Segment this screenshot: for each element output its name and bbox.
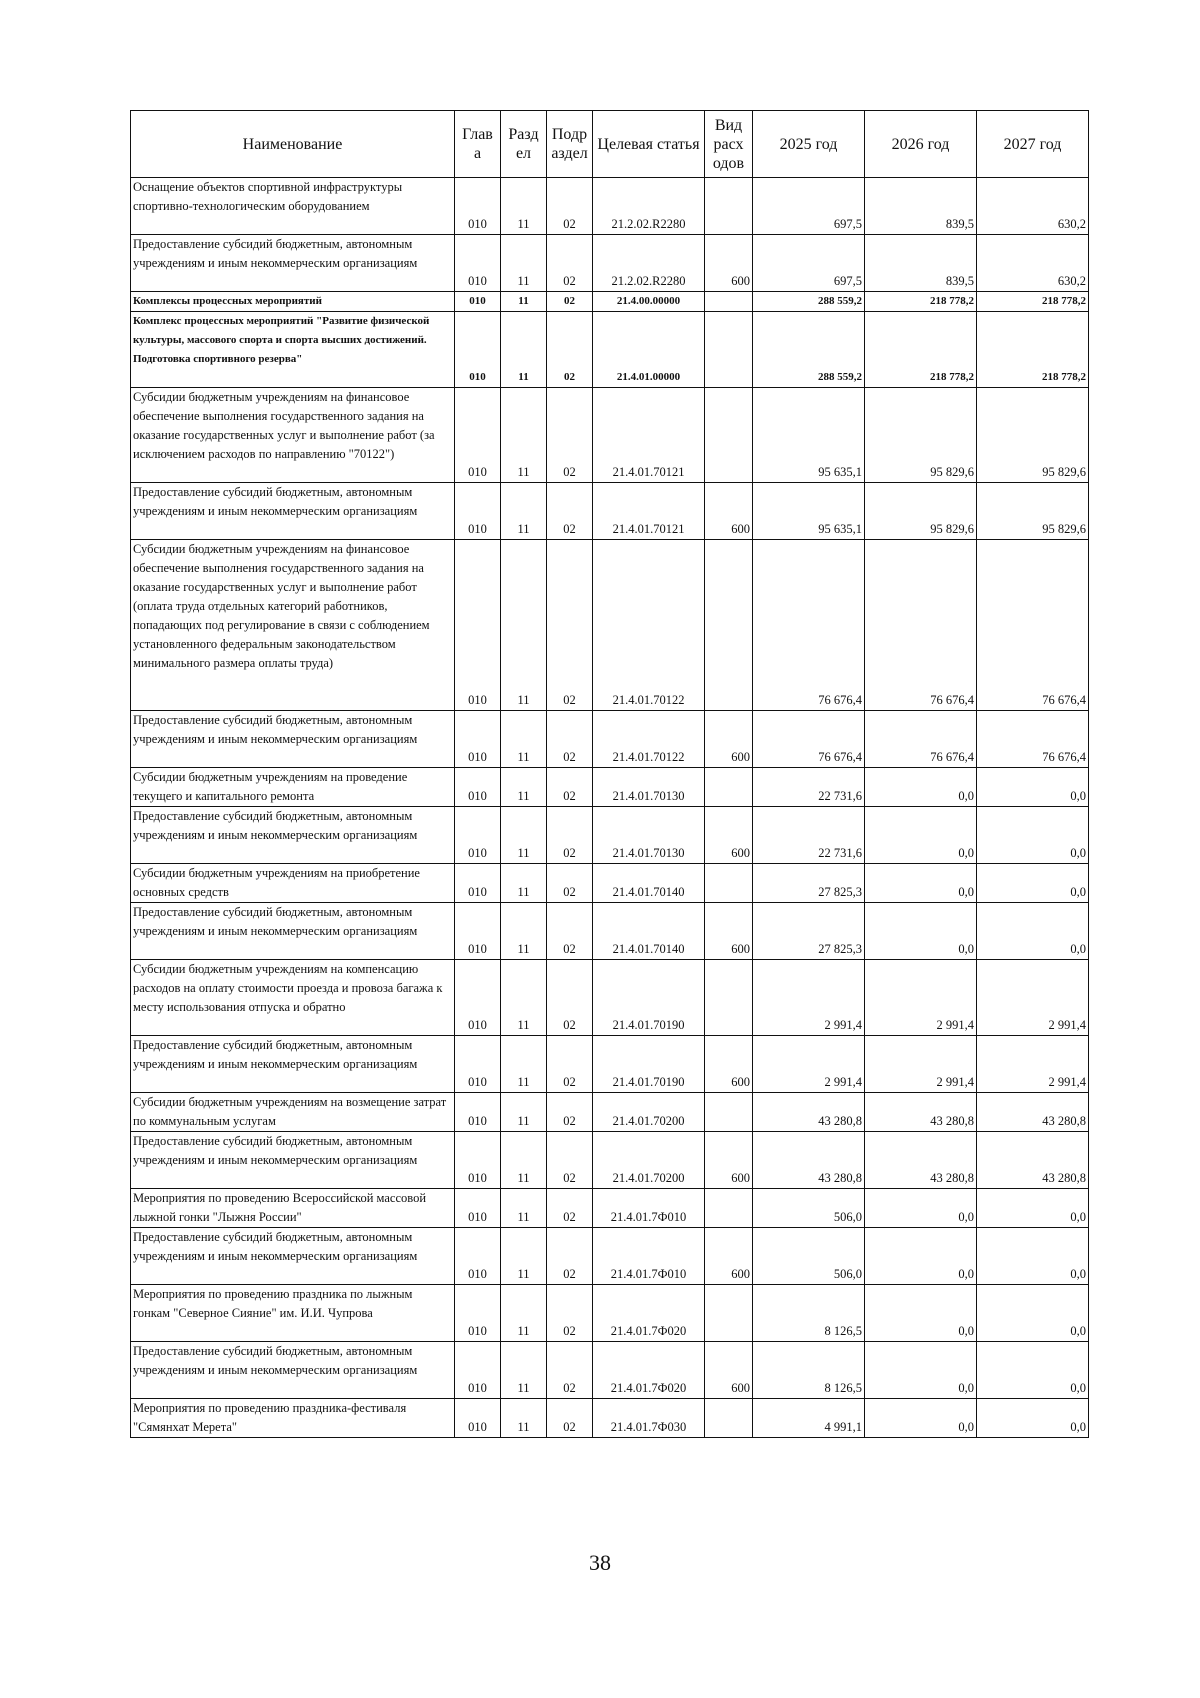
cell-razdel: 11 [501, 178, 547, 235]
cell-target: 21.4.01.70140 [593, 903, 705, 960]
page-number: 38 [589, 1550, 611, 1575]
cell-vid [705, 540, 753, 711]
header-2027: 2027 год [977, 111, 1089, 178]
cell-razdel: 11 [501, 1399, 547, 1438]
cell-podrazdel: 02 [547, 903, 593, 960]
table-row [131, 1093, 1089, 1132]
cell-glava: 010 [455, 292, 501, 312]
cell-name: Предоставление субсидий бюджетным, автономным учреждениям и иным некоммерческим организациям [131, 711, 455, 768]
cell-name: Субсидии бюджетным учреждениям на проведение текущего и капитального ремонта [131, 768, 455, 807]
cell-vid [705, 1285, 753, 1342]
table-row [131, 960, 1089, 1036]
cell-razdel: 11 [501, 1093, 547, 1132]
cell-2025: 2 991,4 [753, 1036, 865, 1093]
cell-vid: 600 [705, 1036, 753, 1093]
cell-2027: 0,0 [977, 768, 1089, 807]
cell-vid [705, 1189, 753, 1228]
table-row [131, 292, 1089, 312]
table-row [131, 903, 1089, 960]
cell-name: Комплекс процессных мероприятий "Развитие физической культуры, массового спорта и спорта высших достижений. Подготовка спортивного резерва" [131, 312, 455, 388]
cell-target: 21.4.01.70140 [593, 864, 705, 903]
cell-glava: 010 [455, 178, 501, 235]
cell-glava: 010 [455, 768, 501, 807]
cell-2026: 218 778,2 [865, 312, 977, 388]
header-name: Наименование [131, 111, 455, 178]
cell-2027: 0,0 [977, 807, 1089, 864]
cell-razdel: 11 [501, 1285, 547, 1342]
cell-2025: 2 991,4 [753, 960, 865, 1036]
cell-name: Предоставление субсидий бюджетным, автономным учреждениям и иным некоммерческим организациям [131, 807, 455, 864]
cell-2026: 0,0 [865, 1399, 977, 1438]
budget-table [130, 110, 1089, 1438]
cell-razdel: 11 [501, 1189, 547, 1228]
cell-glava: 010 [455, 1093, 501, 1132]
cell-name: Предоставление субсидий бюджетным, автономным учреждениям и иным некоммерческим организациям [131, 483, 455, 540]
cell-vid: 600 [705, 1132, 753, 1189]
cell-2026: 2 991,4 [865, 960, 977, 1036]
cell-2027: 0,0 [977, 1228, 1089, 1285]
cell-target: 21.4.01.70200 [593, 1093, 705, 1132]
header-razdel: Разд ел [501, 111, 547, 178]
cell-razdel: 11 [501, 864, 547, 903]
cell-glava: 010 [455, 1342, 501, 1399]
cell-2026: 43 280,8 [865, 1132, 977, 1189]
cell-podrazdel: 02 [547, 768, 593, 807]
cell-2026: 95 829,6 [865, 388, 977, 483]
cell-2025: 95 635,1 [753, 388, 865, 483]
cell-2027: 0,0 [977, 1189, 1089, 1228]
table-row [131, 768, 1089, 807]
cell-podrazdel: 02 [547, 178, 593, 235]
cell-razdel: 11 [501, 483, 547, 540]
cell-2027: 95 829,6 [977, 483, 1089, 540]
cell-vid [705, 292, 753, 312]
cell-2026: 0,0 [865, 1342, 977, 1399]
cell-podrazdel: 02 [547, 1285, 593, 1342]
cell-razdel: 11 [501, 960, 547, 1036]
cell-target: 21.4.01.7Ф020 [593, 1342, 705, 1399]
cell-target: 21.4.00.00000 [593, 292, 705, 312]
cell-glava: 010 [455, 540, 501, 711]
cell-glava: 010 [455, 711, 501, 768]
cell-2026: 2 991,4 [865, 1036, 977, 1093]
cell-glava: 010 [455, 1228, 501, 1285]
cell-razdel: 11 [501, 807, 547, 864]
cell-razdel: 11 [501, 1342, 547, 1399]
cell-2025: 43 280,8 [753, 1132, 865, 1189]
header-2025: 2025 год [753, 111, 865, 178]
table-row [131, 483, 1089, 540]
cell-vid [705, 178, 753, 235]
cell-vid [705, 388, 753, 483]
cell-razdel: 11 [501, 292, 547, 312]
header-glava: Глав а [455, 111, 501, 178]
header-target: Целевая статья [593, 111, 705, 178]
cell-razdel: 11 [501, 312, 547, 388]
cell-name: Мероприятия по проведению Всероссийской массовой лыжной гонки "Лыжня России" [131, 1189, 455, 1228]
cell-name: Оснащение объектов спортивной инфраструктуры спортивно-технологическим оборудованием [131, 178, 455, 235]
cell-name: Субсидии бюджетным учреждениям на финансовое обеспечение выполнения государственного задания на оказание государственных услуг и выполнение работ (за исключением расходов по направлению "70122") [131, 388, 455, 483]
cell-2027: 630,2 [977, 235, 1089, 292]
cell-target: 21.4.01.70121 [593, 388, 705, 483]
cell-podrazdel: 02 [547, 312, 593, 388]
cell-target: 21.4.01.70121 [593, 483, 705, 540]
cell-name: Субсидии бюджетным учреждениям на компенсацию расходов на оплату стоимости проезда и провоза багажа к месту использования отпуска и обратно [131, 960, 455, 1036]
cell-2027: 76 676,4 [977, 711, 1089, 768]
cell-2027: 218 778,2 [977, 312, 1089, 388]
cell-podrazdel: 02 [547, 1132, 593, 1189]
cell-glava: 010 [455, 960, 501, 1036]
cell-2027: 630,2 [977, 178, 1089, 235]
cell-name: Предоставление субсидий бюджетным, автономным учреждениям и иным некоммерческим организациям [131, 1228, 455, 1285]
cell-2027: 43 280,8 [977, 1132, 1089, 1189]
cell-name: Субсидии бюджетным учреждениям на возмещение затрат по коммунальным услугам [131, 1093, 455, 1132]
cell-podrazdel: 02 [547, 483, 593, 540]
table-row [131, 1189, 1089, 1228]
cell-2025: 4 991,1 [753, 1399, 865, 1438]
cell-2026: 0,0 [865, 1189, 977, 1228]
cell-podrazdel: 02 [547, 807, 593, 864]
table-row [131, 711, 1089, 768]
cell-razdel: 11 [501, 903, 547, 960]
cell-2026: 0,0 [865, 903, 977, 960]
table-header-row [131, 111, 1089, 178]
cell-target: 21.4.01.7Ф030 [593, 1399, 705, 1438]
cell-target: 21.4.01.70122 [593, 540, 705, 711]
cell-target: 21.2.02.R2280 [593, 178, 705, 235]
cell-name: Мероприятия по проведению праздника-фестиваля "Сямянхат Мерета" [131, 1399, 455, 1438]
cell-podrazdel: 02 [547, 711, 593, 768]
cell-glava: 010 [455, 235, 501, 292]
cell-razdel: 11 [501, 1036, 547, 1093]
cell-vid: 600 [705, 807, 753, 864]
table-row [131, 235, 1089, 292]
cell-name: Предоставление субсидий бюджетным, автономным учреждениям и иным некоммерческим организациям [131, 1036, 455, 1093]
cell-vid [705, 1093, 753, 1132]
cell-glava: 010 [455, 483, 501, 540]
cell-podrazdel: 02 [547, 864, 593, 903]
cell-2027: 95 829,6 [977, 388, 1089, 483]
cell-vid [705, 1399, 753, 1438]
cell-2025: 506,0 [753, 1189, 865, 1228]
cell-2025: 22 731,6 [753, 807, 865, 864]
cell-podrazdel: 02 [547, 1036, 593, 1093]
cell-target: 21.4.01.70200 [593, 1132, 705, 1189]
cell-razdel: 11 [501, 235, 547, 292]
table-row [131, 1228, 1089, 1285]
cell-target: 21.2.02.R2280 [593, 235, 705, 292]
cell-podrazdel: 02 [547, 960, 593, 1036]
cell-2025: 22 731,6 [753, 768, 865, 807]
cell-razdel: 11 [501, 1132, 547, 1189]
cell-razdel: 11 [501, 1228, 547, 1285]
header-podrazdel: Подр аздел [547, 111, 593, 178]
cell-2025: 27 825,3 [753, 864, 865, 903]
cell-podrazdel: 02 [547, 292, 593, 312]
cell-2026: 43 280,8 [865, 1093, 977, 1132]
header-vid: Вид расх одов [705, 111, 753, 178]
cell-2026: 0,0 [865, 807, 977, 864]
cell-2025: 8 126,5 [753, 1285, 865, 1342]
cell-2027: 43 280,8 [977, 1093, 1089, 1132]
table-row [131, 864, 1089, 903]
cell-podrazdel: 02 [547, 1228, 593, 1285]
cell-podrazdel: 02 [547, 1342, 593, 1399]
table-row [131, 1342, 1089, 1399]
cell-target: 21.4.01.70190 [593, 1036, 705, 1093]
table-row [131, 540, 1089, 711]
cell-podrazdel: 02 [547, 540, 593, 711]
cell-2027: 218 778,2 [977, 292, 1089, 312]
cell-glava: 010 [455, 1189, 501, 1228]
cell-2025: 43 280,8 [753, 1093, 865, 1132]
cell-podrazdel: 02 [547, 235, 593, 292]
cell-2025: 76 676,4 [753, 711, 865, 768]
cell-glava: 010 [455, 1036, 501, 1093]
cell-2025: 697,5 [753, 235, 865, 292]
cell-name: Субсидии бюджетным учреждениям на финансовое обеспечение выполнения государственного задания на оказание государственных услуг и выполнение работ (оплата труда отдельных категорий работников, попадающих под регулирование в связи с соблюдением установленного федеральным законодательством минимального размера оплаты труда) [131, 540, 455, 711]
cell-razdel: 11 [501, 711, 547, 768]
header-2026: 2026 год [865, 111, 977, 178]
cell-2025: 95 635,1 [753, 483, 865, 540]
cell-2027: 2 991,4 [977, 1036, 1089, 1093]
cell-vid [705, 312, 753, 388]
cell-2025: 8 126,5 [753, 1342, 865, 1399]
cell-name: Предоставление субсидий бюджетным, автономным учреждениям и иным некоммерческим организациям [131, 1342, 455, 1399]
cell-vid: 600 [705, 903, 753, 960]
cell-name: Субсидии бюджетным учреждениям на приобретение основных средств [131, 864, 455, 903]
cell-target: 21.4.01.7Ф020 [593, 1285, 705, 1342]
cell-2026: 218 778,2 [865, 292, 977, 312]
cell-razdel: 11 [501, 388, 547, 483]
table-row [131, 388, 1089, 483]
cell-glava: 010 [455, 864, 501, 903]
cell-2027: 0,0 [977, 864, 1089, 903]
cell-2025: 288 559,2 [753, 312, 865, 388]
cell-razdel: 11 [501, 768, 547, 807]
cell-2026: 839,5 [865, 235, 977, 292]
cell-target: 21.4.01.70130 [593, 768, 705, 807]
cell-2026: 76 676,4 [865, 711, 977, 768]
cell-target: 21.4.01.00000 [593, 312, 705, 388]
cell-2025: 27 825,3 [753, 903, 865, 960]
cell-vid: 600 [705, 711, 753, 768]
cell-name: Предоставление субсидий бюджетным, автономным учреждениям и иным некоммерческим организациям [131, 235, 455, 292]
cell-2025: 697,5 [753, 178, 865, 235]
cell-glava: 010 [455, 807, 501, 864]
table-row [131, 1285, 1089, 1342]
cell-target: 21.4.01.70130 [593, 807, 705, 864]
table-row [131, 1399, 1089, 1438]
cell-2027: 2 991,4 [977, 960, 1089, 1036]
cell-glava: 010 [455, 903, 501, 960]
table-row [131, 312, 1089, 388]
cell-vid: 600 [705, 1228, 753, 1285]
table-row [131, 1036, 1089, 1093]
cell-podrazdel: 02 [547, 1189, 593, 1228]
budget-table-container [130, 110, 1088, 1438]
cell-2026: 0,0 [865, 864, 977, 903]
cell-name: Предоставление субсидий бюджетным, автономным учреждениям и иным некоммерческим организациям [131, 903, 455, 960]
table-row [131, 178, 1089, 235]
cell-2025: 288 559,2 [753, 292, 865, 312]
cell-2026: 0,0 [865, 768, 977, 807]
cell-2027: 0,0 [977, 1399, 1089, 1438]
cell-2027: 76 676,4 [977, 540, 1089, 711]
cell-podrazdel: 02 [547, 1399, 593, 1438]
cell-2025: 506,0 [753, 1228, 865, 1285]
cell-razdel: 11 [501, 540, 547, 711]
cell-name: Предоставление субсидий бюджетным, автономным учреждениям и иным некоммерческим организациям [131, 1132, 455, 1189]
cell-glava: 010 [455, 1399, 501, 1438]
cell-vid [705, 768, 753, 807]
cell-2027: 0,0 [977, 903, 1089, 960]
cell-name: Комплексы процессных мероприятий [131, 292, 455, 312]
cell-glava: 010 [455, 388, 501, 483]
cell-2027: 0,0 [977, 1285, 1089, 1342]
cell-vid: 600 [705, 1342, 753, 1399]
cell-vid [705, 864, 753, 903]
cell-vid: 600 [705, 483, 753, 540]
cell-target: 21.4.01.7Ф010 [593, 1189, 705, 1228]
cell-podrazdel: 02 [547, 388, 593, 483]
cell-2026: 76 676,4 [865, 540, 977, 711]
cell-glava: 010 [455, 312, 501, 388]
cell-target: 21.4.01.70190 [593, 960, 705, 1036]
cell-target: 21.4.01.70122 [593, 711, 705, 768]
cell-vid: 600 [705, 235, 753, 292]
cell-podrazdel: 02 [547, 1093, 593, 1132]
cell-2026: 839,5 [865, 178, 977, 235]
cell-2026: 0,0 [865, 1228, 977, 1285]
cell-2026: 0,0 [865, 1285, 977, 1342]
cell-vid [705, 960, 753, 1036]
table-body [131, 178, 1089, 1438]
table-row [131, 807, 1089, 864]
cell-name: Мероприятия по проведению праздника по лыжным гонкам "Северное Сияние" им. И.И. Чупрова [131, 1285, 455, 1342]
cell-2025: 76 676,4 [753, 540, 865, 711]
cell-2027: 0,0 [977, 1342, 1089, 1399]
cell-glava: 010 [455, 1285, 501, 1342]
cell-glava: 010 [455, 1132, 501, 1189]
cell-2026: 95 829,6 [865, 483, 977, 540]
cell-target: 21.4.01.7Ф010 [593, 1228, 705, 1285]
table-row [131, 1132, 1089, 1189]
